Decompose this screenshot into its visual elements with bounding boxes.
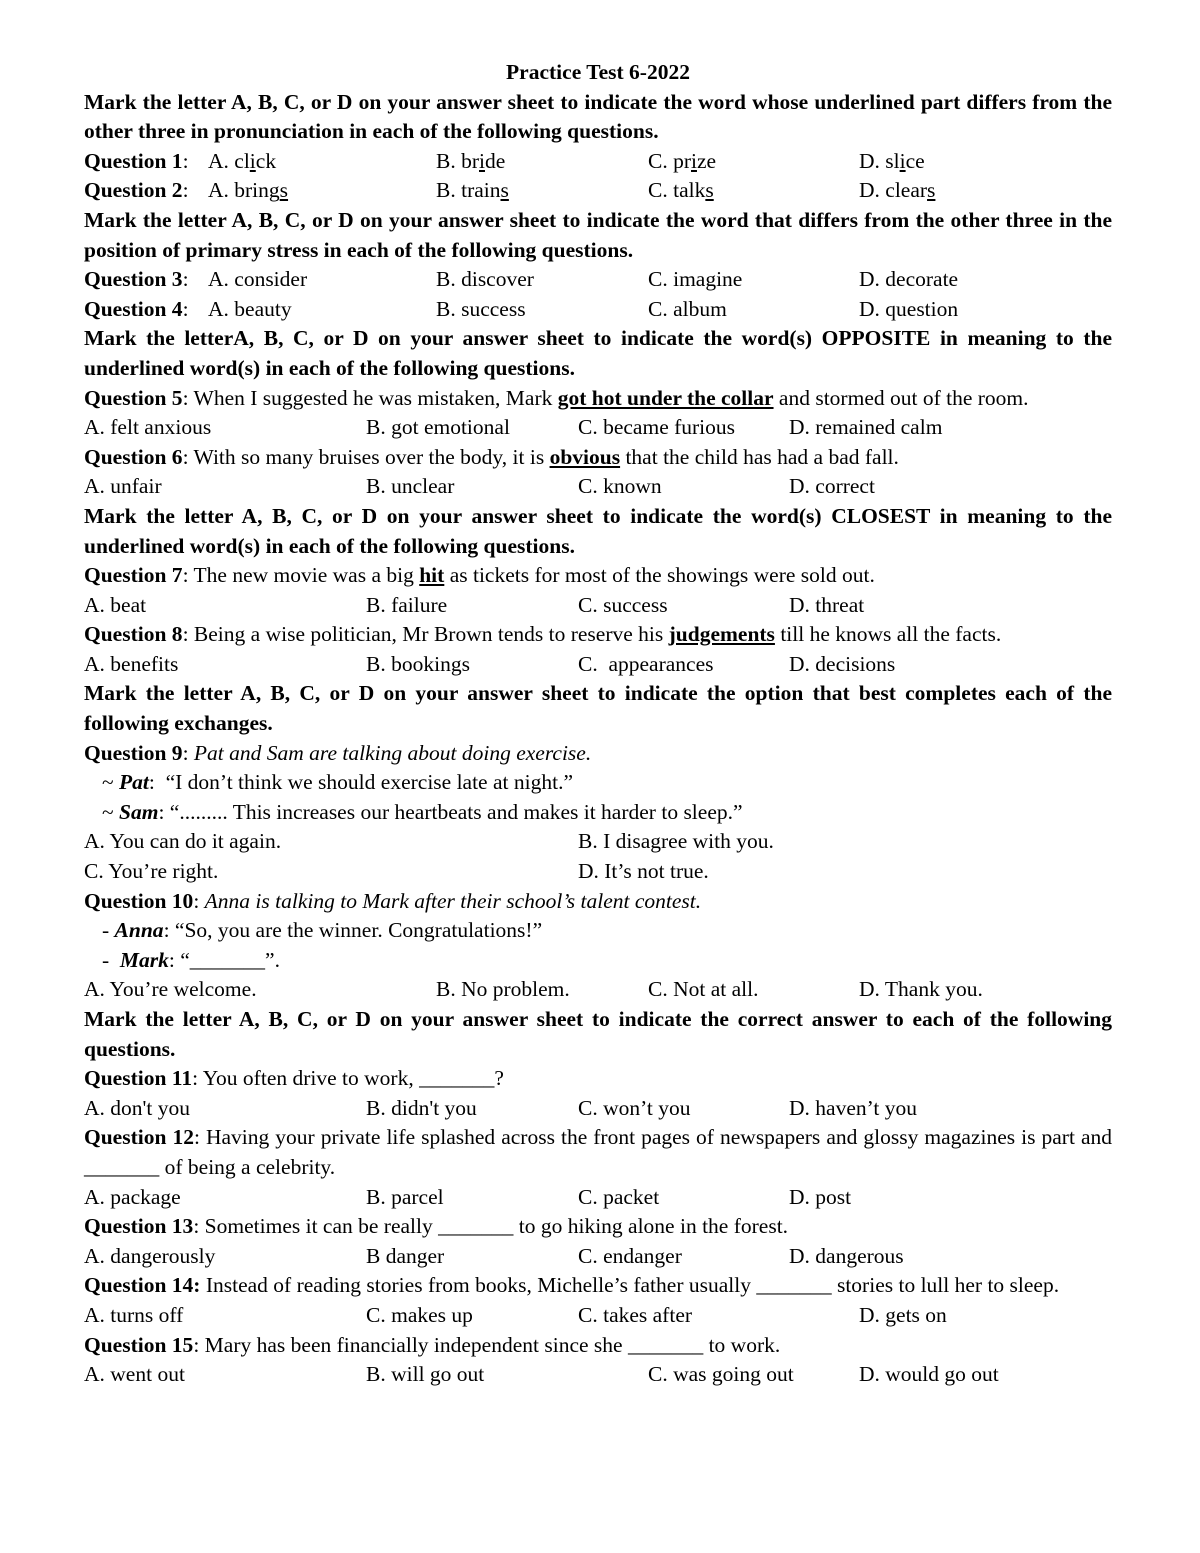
option-d: D. slice — [859, 148, 925, 173]
question-6-options — [84, 472, 1112, 502]
question-label: Question 6 — [84, 444, 183, 469]
option-b: B. success — [436, 296, 526, 321]
option-d: D. decorate — [859, 267, 959, 292]
question-label: Question 15 — [84, 1332, 194, 1357]
page-title: Practice Test 6-2022 — [506, 60, 690, 84]
option-a: A. You can do it again. — [84, 829, 282, 854]
option-c: C. imagine — [648, 267, 743, 292]
option-a: A. unfair — [84, 474, 162, 499]
question-13: Question 13: Sometimes it can be really _______ to go hiking alone in the forest. — [84, 1214, 789, 1239]
question-4: Question 4: A. beauty B. success C. album D. question — [84, 295, 1112, 325]
question-14-options — [84, 1301, 1112, 1331]
question-15-options — [84, 1360, 1112, 1390]
question-8-options — [84, 650, 1112, 680]
section-1-instruction: Mark the letter A, B, C, or D on your answer sheet to indicate the word whose underlined part differs from the other three in pronunciation in each of the following questions. — [84, 89, 1112, 144]
section-2-instruction: Mark the letter A, B, C, or D on your answer sheet to indicate the word that differs from the other three in the position of primary stress in each of the following questions. — [84, 207, 1112, 262]
option-b: B danger — [366, 1243, 445, 1268]
option-c: C. takes after — [578, 1302, 693, 1327]
question-3: Question 3: A. consider B. discover C. imagine D. decorate — [84, 265, 1112, 295]
option-a: A. package — [84, 1184, 181, 1209]
option-d: D. correct — [789, 474, 875, 499]
question-13-options — [84, 1242, 1112, 1272]
question-label: Question 8 — [84, 622, 183, 647]
option-a: A. felt anxious — [84, 415, 212, 440]
colon: : — [182, 148, 189, 173]
option-a: A. beauty — [208, 296, 292, 321]
option-b: B. didn't you — [366, 1095, 477, 1120]
question-14: Question 14: Instead of reading stories from books, Michelle’s father usually _______ stories to lull her to sleep. — [84, 1273, 1060, 1298]
question-15: Question 15: Mary has been financially independent since she _______ to work. — [84, 1332, 781, 1357]
option-a: A. brings — [208, 178, 289, 203]
option-d: D. post — [789, 1184, 852, 1209]
question-8: Question 8: Being a wise politician, Mr Brown tends to reserve his judgements till he knows all the facts. — [84, 622, 1002, 647]
option-c: C. became furious — [578, 415, 736, 440]
option-a: A. turns off — [84, 1302, 184, 1327]
option-d: D. Thank you. — [859, 977, 983, 1002]
question-9-options-row-2 — [84, 857, 1112, 887]
option-d: D. gets on — [859, 1302, 947, 1327]
section-6-instruction: Mark the letter A, B, C, or D on your answer sheet to indicate the correct answer to each of the following questions. — [84, 1007, 1112, 1061]
option-b: B. failure — [366, 592, 448, 617]
option-a: A. don't you — [84, 1095, 190, 1120]
option-a: A. dangerously — [84, 1243, 216, 1268]
question-12: Question 12: Having your private life splashed across the front pages of newspapers and glossy magazines is part and _______ of being a celebrity. — [84, 1125, 1113, 1179]
option-b: B. unclear — [366, 474, 455, 499]
option-a: A. went out — [84, 1362, 185, 1387]
option-b: B. will go out — [366, 1362, 485, 1387]
option-c: C. talks — [648, 178, 714, 203]
section-4-instruction: Mark the letter A, B, C, or D on your answer sheet to indicate the word(s) CLOSEST in meaning to the underlined word(s) in each of the following questions. — [84, 503, 1112, 558]
option-a: A. click — [208, 148, 277, 173]
option-c: C. album — [648, 296, 727, 321]
option-b: B. got emotional — [366, 415, 510, 440]
option-d: D. dangerous — [789, 1243, 904, 1268]
option-c: C. prize — [648, 148, 717, 173]
question-9-options-row-1 — [84, 827, 1112, 857]
option-b: B. I disagree with you. — [578, 829, 774, 854]
question-label: Question 2 — [84, 178, 183, 203]
underlined-phrase: judgements — [668, 622, 775, 647]
option-b: B. bride — [436, 148, 506, 173]
dialogue-line-1: ~ Pat: “I don’t think we should exercise late at night.” — [102, 770, 573, 795]
option-d: D. haven’t you — [789, 1095, 917, 1120]
section-3-instruction: Mark the letterA, B, C, or D on your answer sheet to indicate the word(s) OPPOSITE in meaning to the underlined word(s) in each of the following questions. — [84, 326, 1112, 380]
option-a: A. benefits — [84, 651, 179, 676]
option-d: D. threat — [789, 592, 865, 617]
option-c: C. was going out — [648, 1362, 794, 1387]
question-label: Question 7 — [84, 563, 183, 588]
question-5: Question 5: When I suggested he was mistaken, Mark got hot under the collar and stormed out of the room. — [84, 385, 1029, 410]
underlined-phrase: got hot under the collar — [557, 385, 774, 410]
document-page — [84, 58, 1112, 1390]
option-b: B. trains — [436, 178, 509, 203]
question-context: Pat and Sam are talking about doing exercise. — [193, 740, 592, 765]
option-c: C. endanger — [578, 1243, 682, 1268]
question-label: Question 10 — [84, 888, 194, 913]
option-c: C. won’t you — [578, 1095, 691, 1120]
question-label: Question 5 — [84, 385, 183, 410]
question-context: Anna is talking to Mark after their school’s talent contest. — [204, 888, 702, 913]
option-c: C. success — [578, 592, 668, 617]
question-1 — [84, 147, 1112, 177]
question-2: Question 2: A. brings B. trains C. talks D. clears — [84, 176, 1112, 206]
question-label: Question 4 — [84, 296, 183, 321]
option-d: D. remained calm — [789, 415, 943, 440]
option-d: D. decisions — [789, 651, 896, 676]
option-a: A. consider — [208, 267, 308, 292]
question-10-options — [84, 975, 1112, 1005]
question-11-options — [84, 1094, 1112, 1124]
dialogue-line-1: - Anna: “So, you are the winner. Congratulations!” — [102, 918, 543, 943]
question-11: Question 11: You often drive to work, _______? — [84, 1066, 504, 1091]
section-5-instruction: Mark the letter A, B, C, or D on your answer sheet to indicate the option that best completes each of the following exchanges. — [84, 681, 1112, 736]
option-c: C. packet — [578, 1184, 660, 1209]
question-9: Question 9: Pat and Sam are talking about doing exercise. — [84, 740, 592, 765]
question-label: Question 3 — [84, 267, 183, 292]
option-b: B. parcel — [366, 1184, 444, 1209]
option-c: C. known — [578, 474, 662, 499]
question-12-options — [84, 1183, 1112, 1213]
option-d: D. question — [859, 296, 959, 321]
question-label: Question 9 — [84, 740, 183, 765]
option-a: A. beat — [84, 592, 147, 617]
option-b: B. No problem. — [436, 977, 570, 1002]
option-c: C. You’re right. — [84, 859, 219, 884]
dialogue-line-2: ~ Sam: “......... This increases our heartbeats and makes it harder to sleep.” — [102, 799, 743, 824]
option-c: C. Not at all. — [648, 977, 759, 1002]
underlined-phrase: obvious — [549, 444, 621, 469]
question-label: Question 14: — [84, 1273, 201, 1298]
question-label: Question 1 — [84, 148, 183, 173]
question-10: Question 10: Anna is talking to Mark after their school’s talent contest. — [84, 888, 702, 913]
option-b: B. discover — [436, 267, 534, 292]
question-label: Question 12 — [84, 1125, 194, 1150]
option-d: D. It’s not true. — [578, 859, 709, 884]
question-label: Question 11 — [84, 1066, 193, 1091]
option-b: C. makes up — [366, 1302, 473, 1327]
question-5-options — [84, 413, 1112, 443]
question-7-options — [84, 591, 1112, 621]
option-d: D. would go out — [859, 1362, 999, 1387]
question-label: Question 13 — [84, 1214, 194, 1239]
question-6: Question 6: With so many bruises over the body, it is obvious that the child has had a bad fall. — [84, 444, 899, 469]
underlined-phrase: hit — [419, 563, 445, 588]
option-c: C. appearances — [578, 651, 714, 676]
option-b: B. bookings — [366, 651, 470, 676]
dialogue-line-2: - Mark: “_______”. — [102, 947, 280, 972]
option-a: A. You’re welcome. — [84, 977, 257, 1002]
option-d: D. clears — [859, 178, 936, 203]
question-7: Question 7: The new movie was a big hit as tickets for most of the showings were sold out. — [84, 563, 875, 588]
